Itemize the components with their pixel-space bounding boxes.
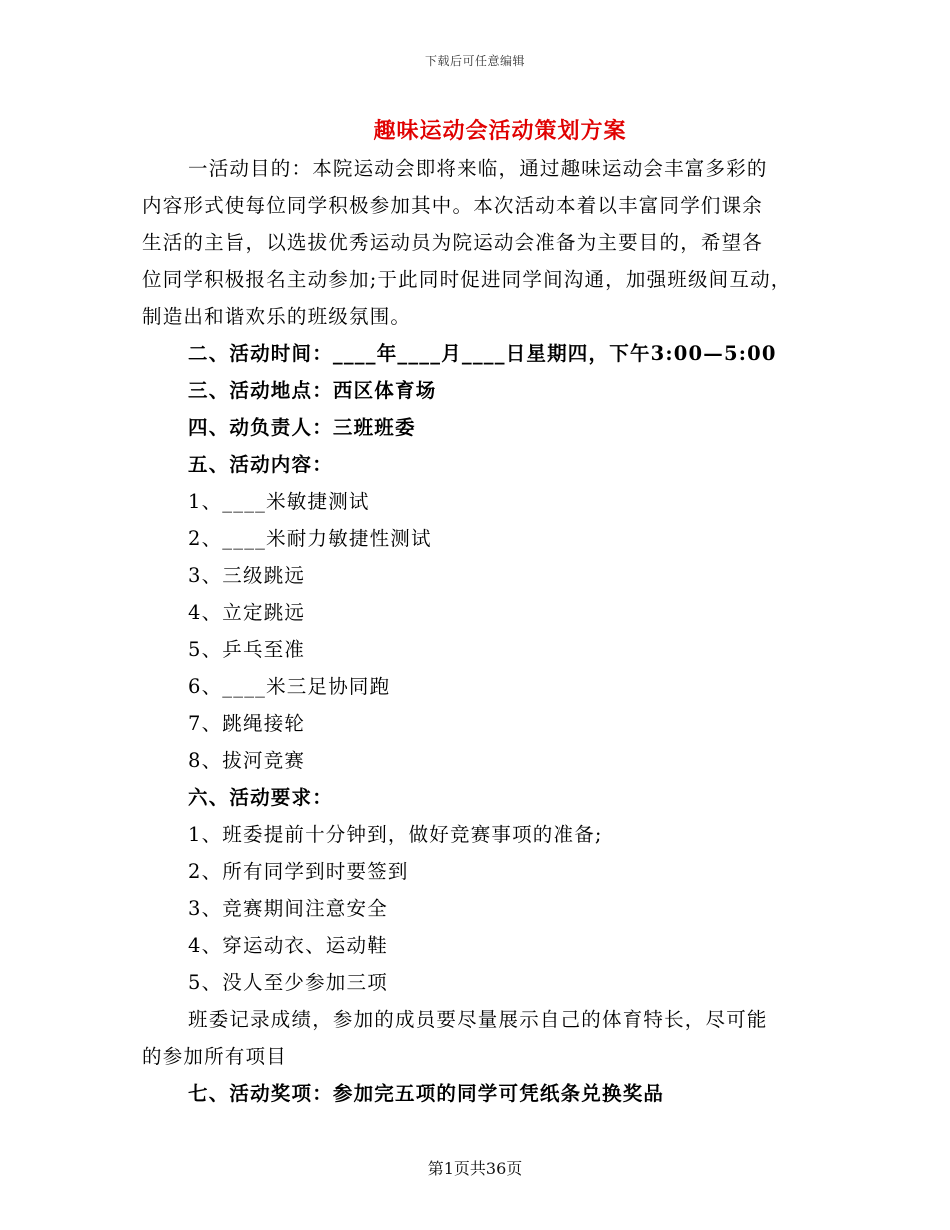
document-body	[142, 150, 822, 1112]
activity-place: 三、活动地点：西区体育场	[188, 379, 437, 402]
purpose-line: 位同学积极报名主动参加;于此同时促进同学间沟通，加强班级间互动，	[142, 268, 792, 291]
activity-owner: 四、动负责人：三班班委	[188, 416, 416, 439]
purpose-line: 制造出和谐欢乐的班级氛围。	[142, 305, 412, 328]
content-heading: 五、活动内容：	[188, 453, 333, 476]
record-note-line: 的参加所有项目	[142, 1045, 287, 1068]
document-title: 趣味运动会活动策划方案	[373, 118, 627, 144]
record-note-line: 班委记录成绩，参加的成员要尽量展示自己的体育特长，尽可能	[188, 1008, 768, 1031]
requirement-item: 4、穿运动衣、运动鞋	[188, 934, 388, 957]
purpose-line: 生活的主旨，以选拔优秀运动员为院运动会准备为主要目的，希望各	[142, 231, 764, 254]
content-item: 4、立定跳远	[188, 601, 306, 624]
content-item: 1、____米敏捷测试	[188, 490, 370, 513]
page-number: 第1页共36页	[427, 1159, 523, 1178]
header-note: 下载后可任意编辑	[424, 54, 525, 68]
purpose-line: 一活动目的：本院运动会即将来临，通过趣味运动会丰富多彩的	[188, 157, 768, 180]
requirement-item: 3、竞赛期间注意安全	[188, 897, 388, 920]
requirements-heading: 六、活动要求：	[188, 786, 333, 809]
content-item: 8、拔河竞赛	[188, 749, 306, 772]
content-item: 3、三级跳远	[188, 564, 306, 587]
activity-award: 七、活动奖项：参加完五项的同学可凭纸条兑换奖品	[188, 1082, 665, 1105]
requirement-item: 1、班委提前十分钟到，做好竞赛事项的准备;	[188, 823, 603, 846]
activity-time: 二、活动时间：____年____月____日星期四，下午3:00—5:00	[188, 342, 777, 365]
content-item: 2、____米耐力敏捷性测试	[188, 527, 432, 550]
content-item: 5、乒乓至准	[188, 638, 306, 661]
requirement-item: 2、所有同学到时要签到	[188, 860, 409, 883]
content-item: 7、跳绳接轮	[188, 712, 306, 735]
content-item: 6、____米三足协同跑	[188, 675, 391, 698]
purpose-line: 内容形式使每位同学积极参加其中。本次活动本着以丰富同学们课余	[142, 194, 764, 217]
requirement-item: 5、没人至少参加三项	[188, 971, 388, 994]
